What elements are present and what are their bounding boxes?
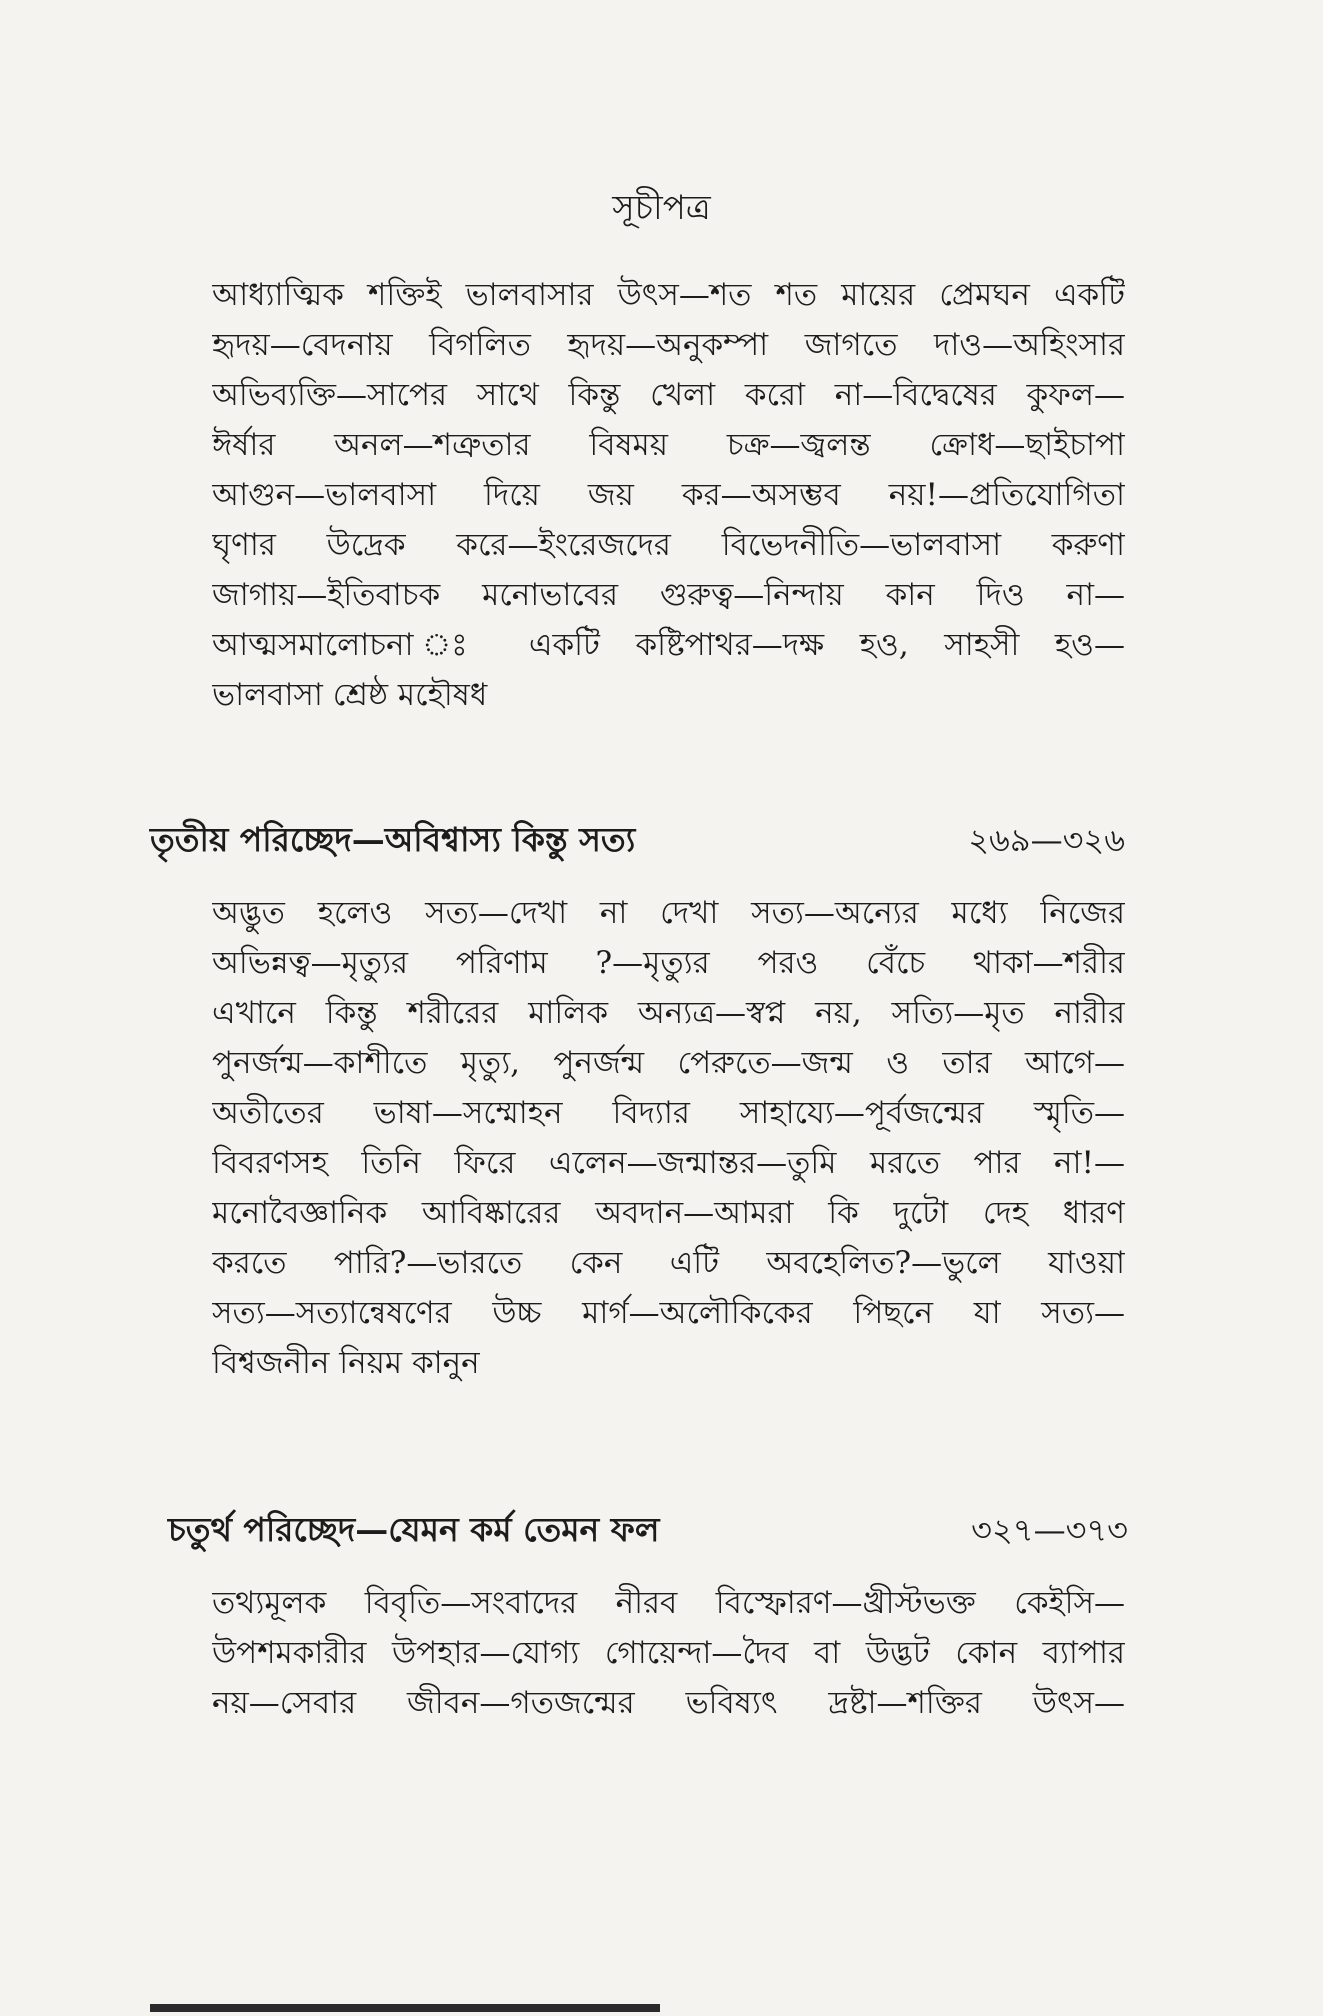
chapter4-page-range: ৩২৭—৩৭৩ [971,1511,1128,1549]
contents-line: অতীতের ভাষা—সম্মোহন বিদ্যার সাহায্যে—পূর্বজন্মের স্মৃতি— [212,1095,1125,1131]
contents-line: অভিব্যক্তি—সাপের সাথে কিন্তু খেলা করো না—বিদ্বেষের কুফল— [212,377,1125,413]
contents-line: সত্য—সত্যান্বেষণের উচ্চ মার্গ—অলৌকিকের পিছনে যা সত্য— [212,1295,1125,1331]
contents-line: এখানে কিন্তু শরীরের মালিক অন্যত্র—স্বপ্ন নয়, সত্যি—মৃত নারীর [212,995,1125,1031]
contents-line: হৃদয়—বেদনায় বিগলিত হৃদয়—অনুকম্পা জাগতে দাও—অহিংসার [212,327,1125,363]
chapter3-heading [150,818,1125,862]
running-title: সূচীপত্র [612,188,711,228]
intro-contents-paragraph [212,270,1125,720]
contents-line: উপশমকারীর উপহার—যোগ্য গোয়েন্দা—দৈব বা উদ্ভট কোন ব্যাপার [212,1635,1125,1671]
bottom-edge-rule [150,2004,660,2012]
contents-line: অভিন্নত্ব—মৃত্যুর পরিণাম ?—মৃত্যুর পরও বেঁচে থাকা—শরীর [212,945,1125,981]
contents-line: ঈর্ষার অনল—শত্রুতার বিষময় চক্র—জ্বলন্ত ক্রোধ—ছাইচাপা [212,427,1125,463]
contents-line: আগুন—ভালবাসা দিয়ে জয় কর—অসম্ভব নয়!—প্রতিযোগিতা [212,477,1125,513]
contents-line: আধ্যাত্মিক শক্তিই ভালবাসার উৎস—শত শত মায়ের প্রেমঘন একটি [212,277,1125,313]
contents-line: পুনর্জন্ম—কাশীতে মৃত্যু, পুনর্জন্ম পেরুতে—জন্ম ও তার আগে— [212,1045,1125,1081]
contents-line: অদ্ভুত হলেও সত্য—দেখা না দেখা সত্য—অন্যের মধ্যে নিজের [212,895,1125,931]
contents-line: ঘৃণার উদ্রেক করে—ইংরেজদের বিভেদনীতি—ভালবাসা করুণা [212,527,1125,563]
contents-line: ভালবাসা শ্রেষ্ঠ মহৌষধ [212,677,488,713]
chapter4-contents-paragraph [212,1578,1125,1728]
contents-line: আত্মসমালোচনা ঃ একটি কষ্টিপাথর—দক্ষ হও, সাহসী হও— [212,627,1125,663]
contents-line: বিশ্বজনীন নিয়ম কানুন [212,1345,480,1381]
chapter3-title: তৃতীয় পরিচ্ছেদ—অবিশ্বাস্য কিন্তু সত্য [150,820,636,859]
chapter4-heading [168,1508,1128,1552]
chapter3-page-range: ২৬৯—৩২৬ [968,821,1125,859]
contents-line: জাগায়—ইতিবাচক মনোভাবের গুরুত্ব—নিন্দায় কান দিও না— [212,577,1125,613]
contents-line: করতে পারি?—ভারতে কেন এটি অবহেলিত?—ভুলে যাওয়া [212,1245,1125,1281]
chapter4-title: চতুর্থ পরিচ্ছেদ—যেমন কর্ম তেমন ফল [168,1510,660,1549]
contents-line: মনোবৈজ্ঞানিক আবিষ্কারের অবদান—আমরা কি দুটো দেহ ধারণ [212,1195,1125,1231]
chapter3-contents-paragraph [212,888,1125,1388]
contents-line: নয়—সেবার জীবন—গতজন্মের ভবিষ্যৎ দ্রষ্টা—শক্তির উৎস— [212,1685,1125,1721]
contents-line: তথ্যমূলক বিবৃতি—সংবাদের নীরব বিস্ফোরণ—খ্রীস্টভক্ত কেইসি— [212,1585,1125,1621]
contents-line: বিবরণসহ তিনি ফিরে এলেন—জন্মান্তর—তুমি মরতে পার না!— [212,1145,1125,1181]
